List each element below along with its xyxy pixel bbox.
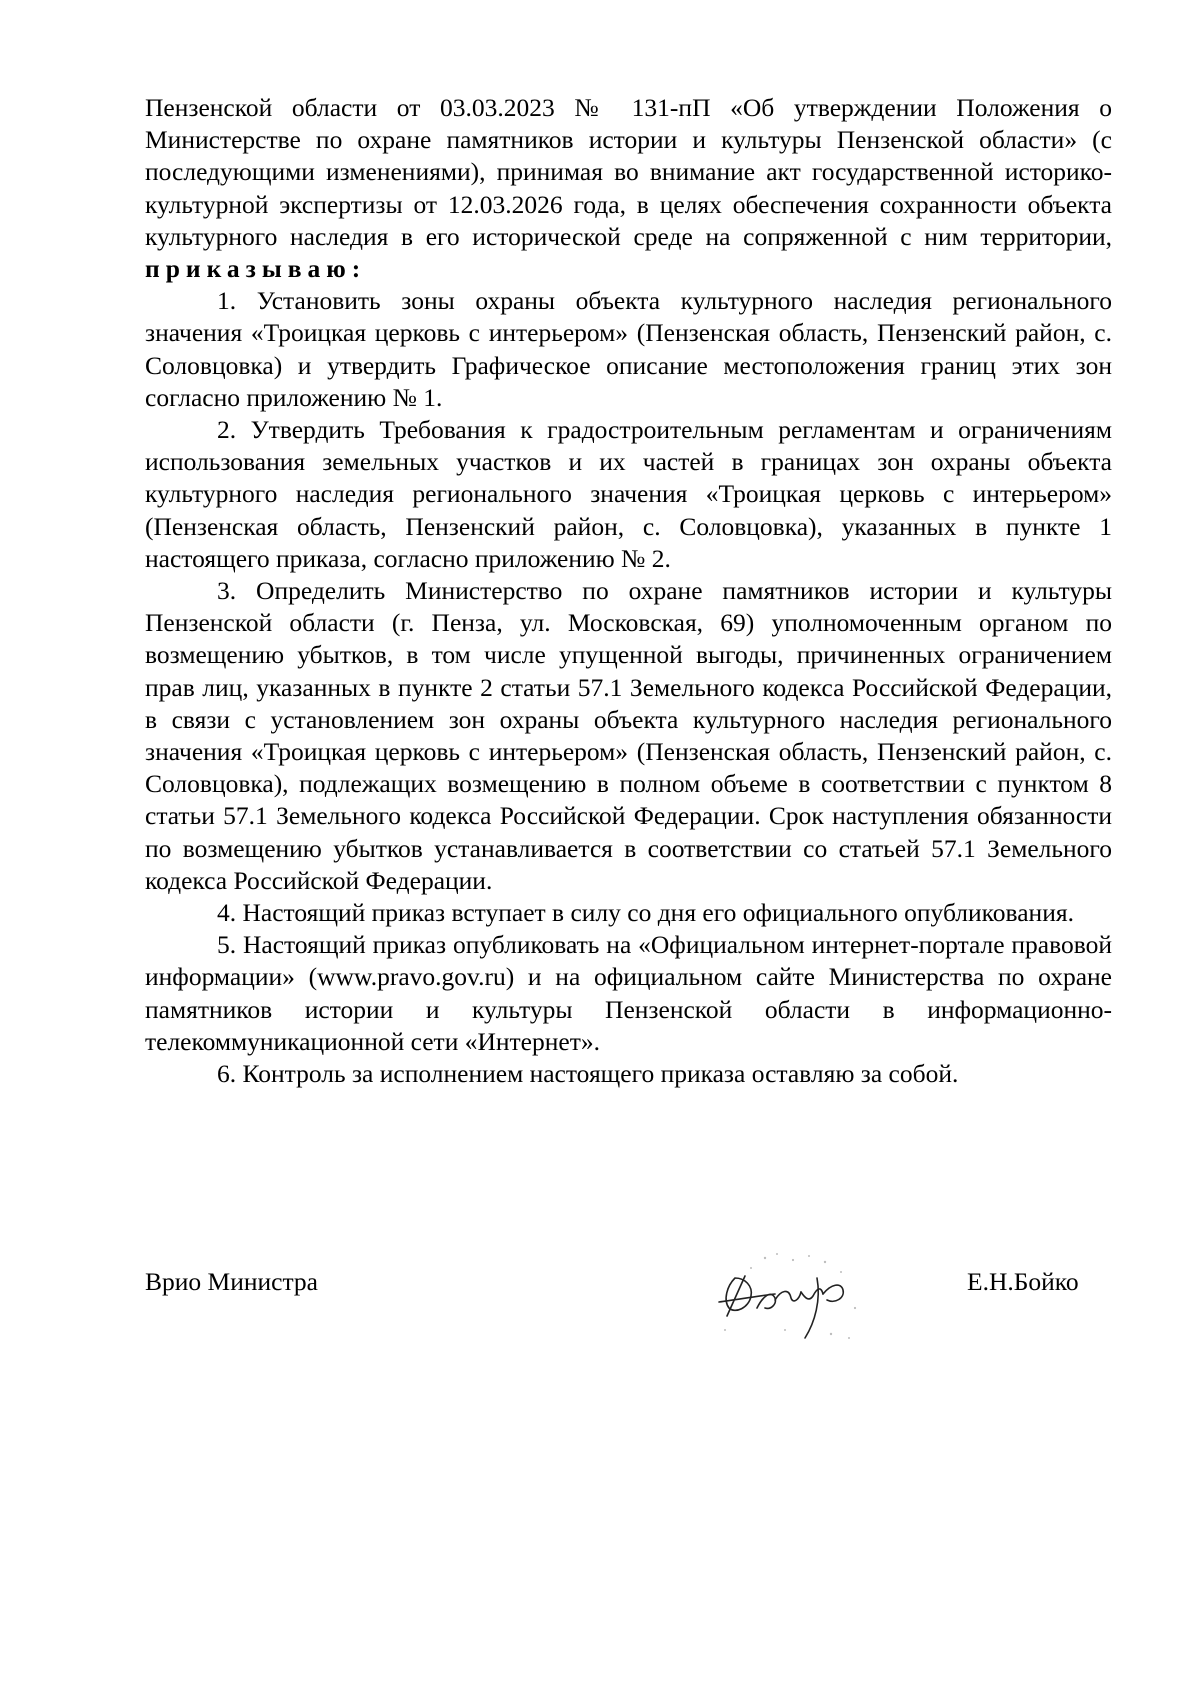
document-body [145,92,1112,1090]
paragraph-1: 1. Установить зоны охраны объекта культурного наследия регионального значения «Троицкая церковь с интерьером» (Пензенская область, Пензенский район, с. Соловцовка) и утвердить Графическое описание местоположения границ этих зон согласно приложению № 1. [145,286,1112,412]
paragraph-4: 4. Настоящий приказ вступает в силу со дня его официального опубликования. [217,898,1074,928]
handwritten-signature [705,1238,875,1348]
paragraph-5: 5. Настоящий приказ опубликовать на «Официальном интернет-портале правовой информации» (www.pravo.gov.ru) и на официальном сайте Министерства по охране памятников истории и культуры Пензенской области в информационно-телекоммуникационной сети «Интернет». [145,930,1112,1056]
signatory-title: Врио Министра [145,1267,318,1296]
paragraph-2: 2. Утвердить Требования к градостроительным регламентам и ограничениям использования земельных участков и их частей в границах зон охраны объекта культурного наследия регионального значения «Троицкая церковь с интерьером» (Пензенская область, Пензенский район, с. Соловцовка), указанных в пункте 1 настоящего приказа, согласно приложению № 2. [145,415,1112,573]
paragraph-3: 3. Определить Министерство по охране памятников истории и культуры Пензенской области (г. Пенза, ул. Московская, 69) уполномоченным органом по возмещению убытков, в том числе упущенной выгоды, причиненных ограничением прав лиц, указанных в пункте 2 статьи 57.1 Земельного кодекса Российской Федерации, в связи с установлением зон охраны объекта культурного наследия регионального значения «Троицкая церковь с интерьером» (Пензенская область, Пензенский район, с. Соловцовка), подлежащих возмещению в полном объеме в соответствии с пунктом 8 статьи 57.1 Земельного кодекса Российской Федерации. Срок наступления обязанности по возмещению убытков устанавливается в соответствии со статьей 57.1 Земельного кодекса Российской Федерации. [145,576,1112,895]
intro-paragraph [145,92,1112,285]
order-word: приказываю: [145,254,367,284]
signatory-name: Е.Н.Бойко [967,1267,1079,1296]
intro-text: Пензенской области от 03.03.2023 № 131-пП «Об утверждении Положения о Министерстве по охране памятников истории и культуры Пензенской области» (с последующими изменениями), принимая во внимание акт государственной историко-культурной экспертизы от 12.03.2026 года, в целях обеспечения сохранности объекта культурного наследия в его исторической среде на сопряженной с ним территории, [145,93,1112,251]
paragraph-6: 6. Контроль за исполнением настоящего приказа оставляю за собой. [217,1059,959,1089]
